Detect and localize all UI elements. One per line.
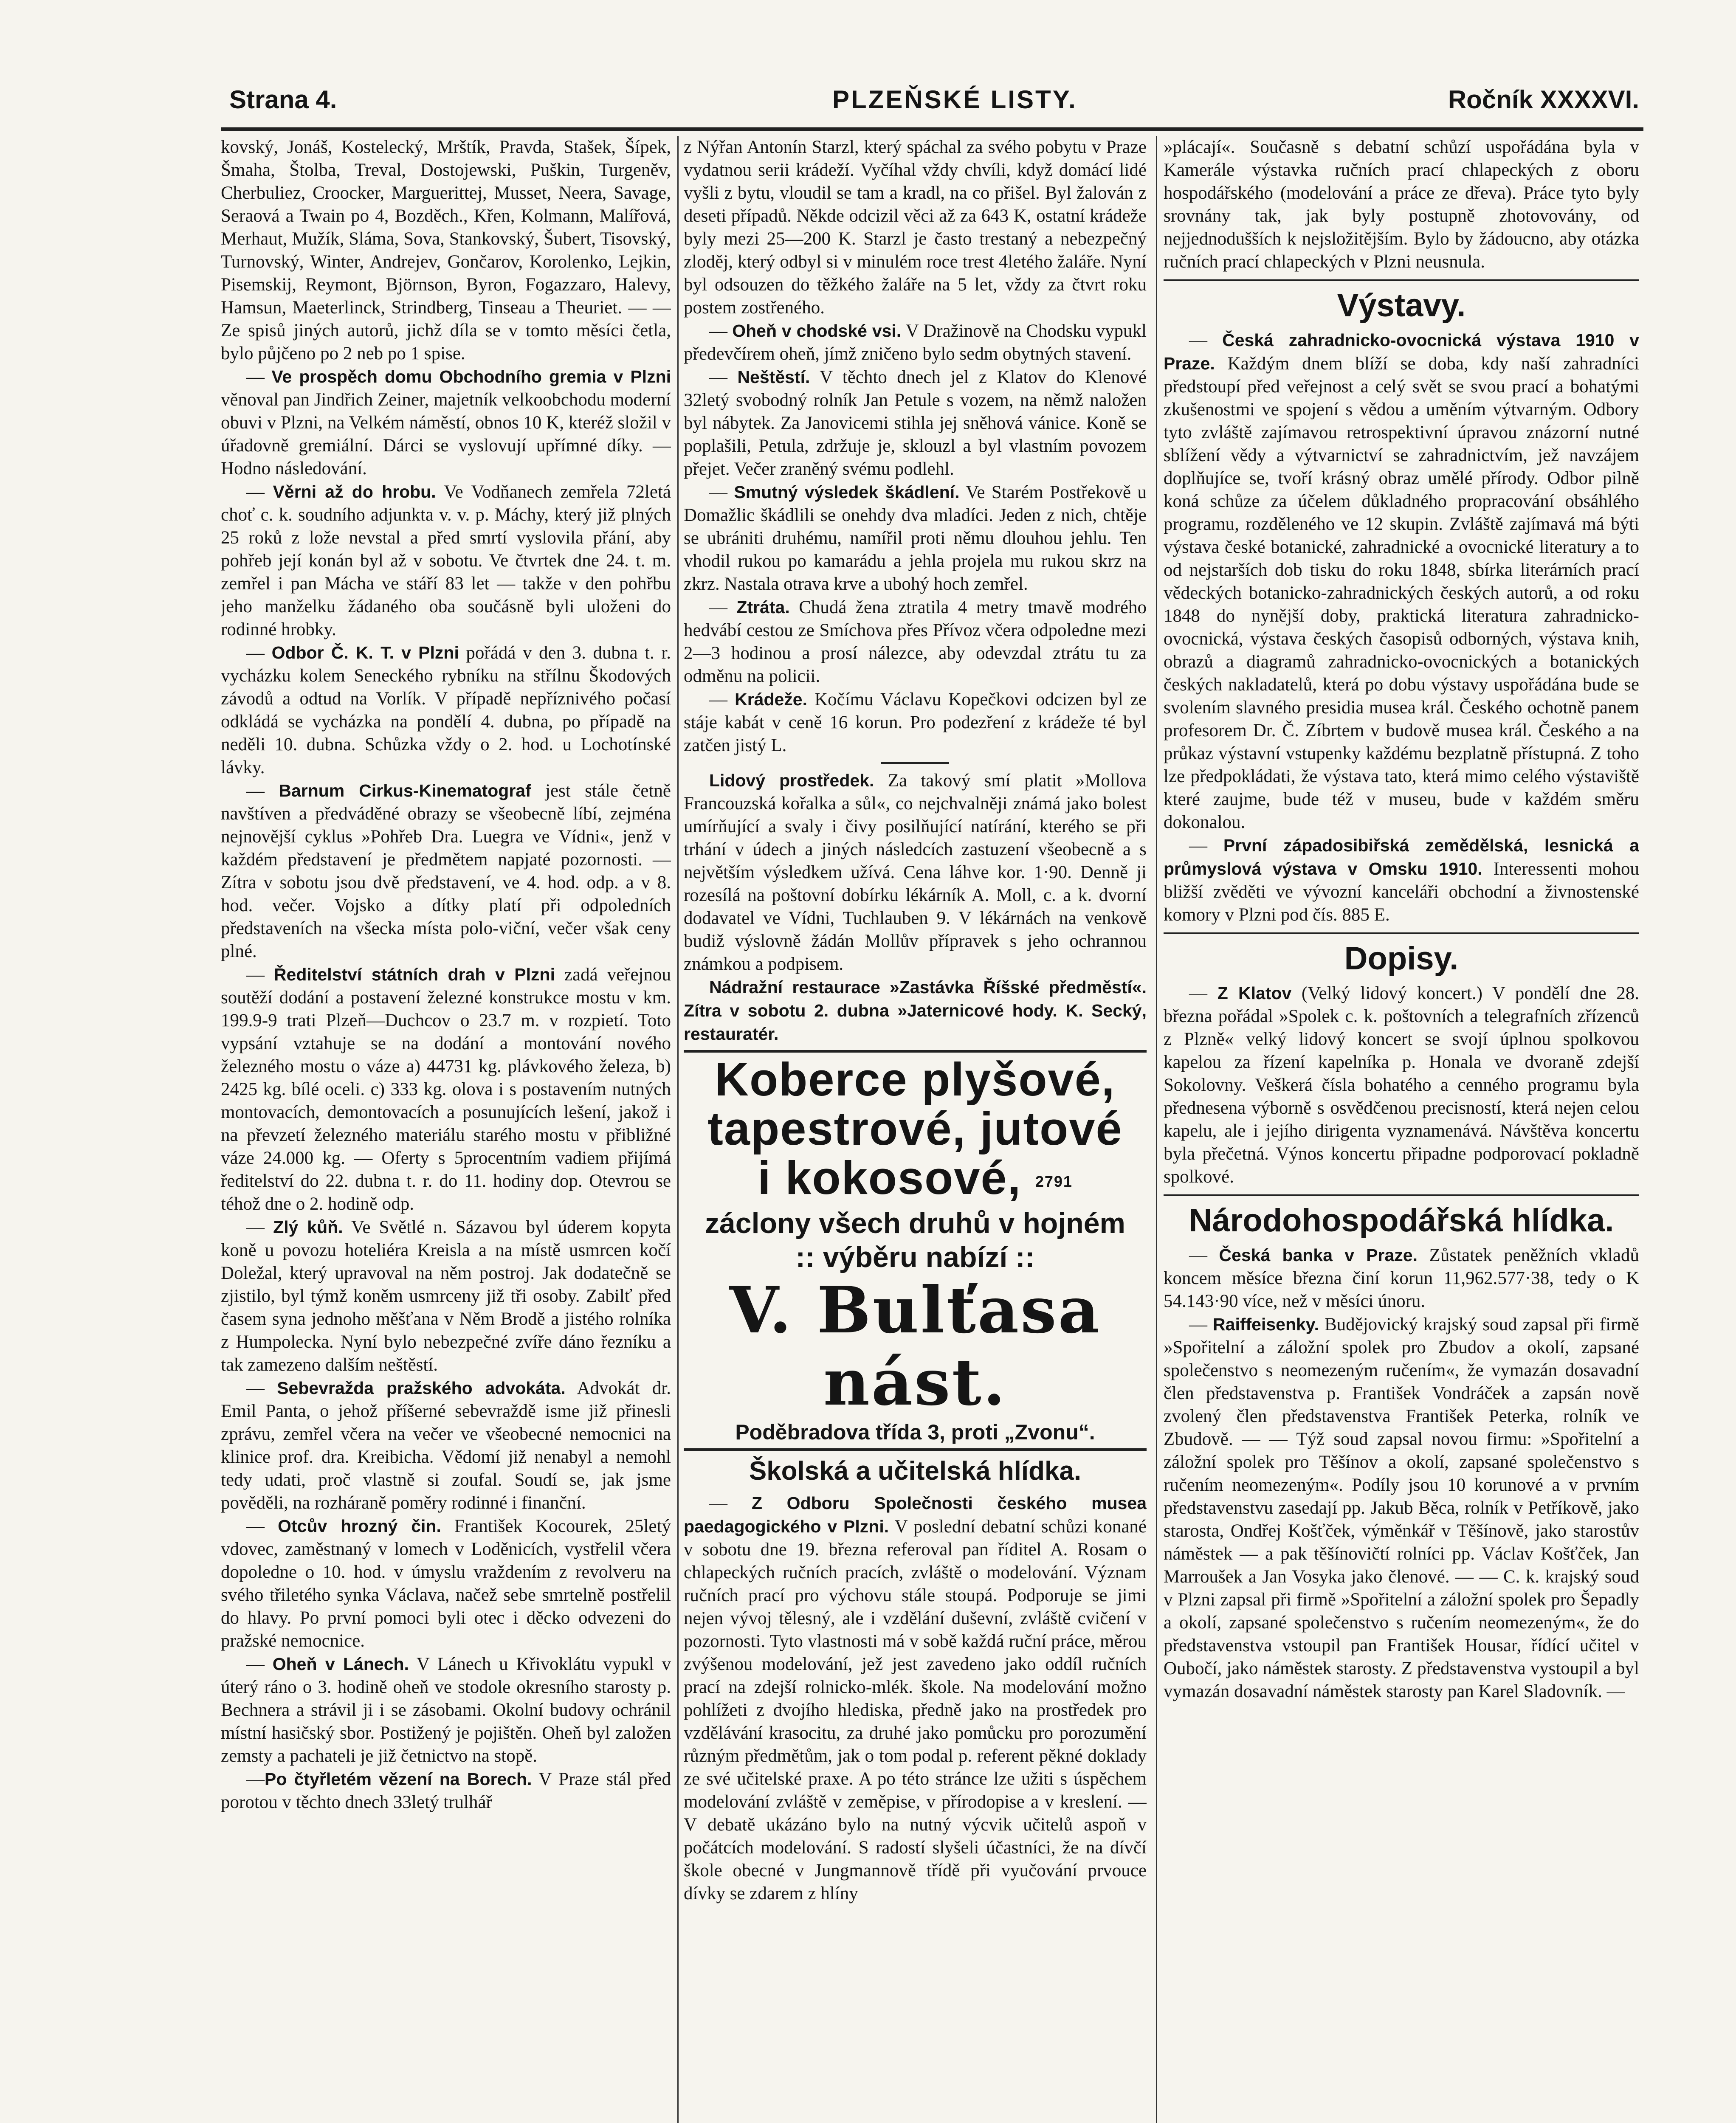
article-title: Raiffeisenky. — [1213, 1315, 1319, 1334]
separator — [881, 762, 949, 764]
column-1 — [221, 136, 671, 2123]
article-title: Česká banka v Praze. — [1219, 1245, 1418, 1265]
ad-line — [684, 1154, 1147, 1206]
article: — Sebevražda pražského advokáta. Advokát dr. Emil Panta, o jehož příšerné sebevraždě isme již přinesli zprávu, zemřel včera na večer ve všeobecné nemocnici na klinice prof. dra. Kreibicha. Vědomí již nenabyl a nemohl tedy udati, proč vlastně si zoufal. Soudí se, jak jsme pověděli, na rozháraně poměry rodinné i finanční. — [221, 1378, 671, 1513]
article: — Ztráta. Chudá žena ztratila 4 metry tmavě modrého hedvábí cestou ze Smíchova přes Přívoz včera odpoledne mezi 2—3 hodinou a prosí nálezce, aby odevzdal ztrátu tu za odměnu na policii. — [684, 597, 1147, 686]
article-title: Smutný výsledek škádlení. — [734, 482, 960, 502]
article-text: Ve Starém Postřekově u Domažlic škádlili se onehdy dva mladíci. Jeden z nich, chtěje se ubrániti druhému, namířil proti němu dlouhou jehlu. Ten vhodil rukou po kamarádu a jehla projela mu rukou skrz na zkrz. Nastala otrava krve a ubohý hoch zemřel. — [684, 482, 1147, 594]
article-title: Oheň v chodské vsi. — [732, 321, 902, 341]
page-header — [229, 81, 1639, 119]
section-title: Školská a učitelská hlídka. — [749, 1456, 1082, 1486]
article-text: Za takový smí platit »Mollova Francouzská kořalka a sůl«, co nejchvalněji známá jako bolest umírňující a svaly i čivy posilňující natírání, kterého se při trhání v údech a jiných následcích zastuzení všeobecně a s největším výsledkem užívá. Cena láhve kor. 1·90. Denně ji rozesílá na poštovní dobírku lékárník A. Moll, c. a k. dvorní dodavatel ve Vídni, Tuchlauben 9. V lékárnách na venkově budiž výslovně žádán Mollův přípravek s jeho ochrannou známkou a podpisem. — [684, 771, 1147, 974]
article: — Odbor Č. K. T. v Plzni pořádá v den 3. dubna t. r. vycházku kolem Seneckého rybníku na střílnu Škodových závodů a odtud na Vorlík. V případě nepříznivého počasí odkládá se vycházka na pondělí 4. dubna, po případě na neděli 10. dubna. Schůzka vždy o 2. hod. u Lochotínské lávky. — [221, 643, 671, 777]
article-text: V Dražinově na Chodsku vypukl předevčírem oheň, jímž zničeno bylo sedm obytných stavení. — [684, 321, 1147, 364]
volume-number: Ročník XXXXVI. — [1448, 85, 1639, 114]
article-text: Kočímu Václavu Kopečkovi odcizen byl ze stáje kabát v ceně 16 korun. Pro podezření z krádeže té byl zatčen jistý L. — [684, 690, 1147, 755]
article-title: Z Klatov — [1217, 983, 1292, 1003]
article-title: Lidový prostředek. — [709, 771, 874, 790]
article-text: V těchto dnech jel z Klatov do Klenové 32letý svobodný rolník Jan Petule s vozem, na němž naložen byl nábytek. Za Janovicemi stihla jej sněhová vánice. Koně se poplašili, Petula, zdržuje je, sklouzl a byl vlastním povozem přejet. Večer zraněný svému podlehl. — [684, 367, 1147, 479]
article-title: První západosibiřská zemědělská, lesnická a průmyslová výstava v Omsku 1910. — [1164, 836, 1639, 878]
section-title: Dopisy. — [1344, 940, 1459, 977]
article: — Raiffeisenky. Budějovický krajský soud zapsal při firmě »Spořitelní a záložní spolek pro Zbudov a okolí, zapsané společenstvo s neomezeným ručením«, že vymazán dosavadní člen představenstva p. František Vondráček a zapsán nově zvolený člen představenstva František Peterka, rolník ve Zbudově. — — Týž soud zapsal novou firmu: »Spořitelní a záložní spolek pro Těšínov a okolí, zapsané společenstvo s ručením neomezeným«. Podíly jsou 10 korunové a v prvním představenstvu zasedají pp. Jakub Běca, rolník v Petříkově, jako starosta, Ondřej Košťček, výměnkář v Těšínově, jako starostův náměstek — a pak těšínovičtí rolníci pp. Václav Košťček, Jan Marroušek a Jan Vosyka jako členové. — — C. k. krajský soud v Plzni zapsal při firmě »Spořitelní a záložní spolek pro Šepadly a okolí, zapsané společenstvo s ručením neomezeným«, že do představenstva vstoupil pan František Housar, řídící učitel v Oubočí, jako náměstek starosty. Z představenstva vystoupil a byl vymazán dosavadní náměstek starosty pan Karel Sladovník. — — [1164, 1315, 1639, 1701]
newspaper-title: PLZEŇSKÉ LISTY. — [832, 85, 1077, 114]
article: — Otcův hrozný čin. František Kocourek, 25letý vdovec, zaměstnaný v lomech v Loděnicích, vystřelil včera dopoledne o 10. hod. v úmyslu vraždením z revolveru na svého třiletého synka Václava, načež sebe smrtelně postřelil do hlavy. Po první pomoci byli otec i děcko odvezeni do pražské nemocnice. — [221, 1516, 671, 1651]
article-title: Otcův hrozný čin. — [278, 1516, 441, 1536]
page-number: Strana 4. — [229, 85, 337, 114]
article-text: jest stále četně navštíven a předváděné obrazy se všeobecně líbí, zejména nejnovější cyklus »Pohřeb Dra. Luegra ve Vídni«, jenž v každém představení je předmětem napjaté pozornosti. — Zítra v sobotu jsou dvě představení, ve 4. hod. odp. a v 8. hod. večer. Vojsko a dítky platí při odpoledních představeních na všecka místa polo-viční, večer však ceny plné. — [221, 781, 671, 961]
advert-article — [684, 769, 1147, 976]
article: —Po čtyřletém vězení na Borech. V Praze stál před porotou v těchto dnech 33letý trulhář — [221, 1769, 671, 1812]
ad-line: Koberce plyšové, — [715, 1053, 1116, 1106]
article: — Ředitelství státních drah v Plzni zadá veřejnou soutěží dodání a postavení železné konstrukce mostu v km. 199.9-9 trati Plzeň—Duchcov o 23.7 m. v rozpietí. Toto vypsání vztahuje se na dodání a montování nového železného mostu o váze a) 44731 kg. plávkového železa, b) 2425 kg. bílé oceli. c) 333 kg. olova i s postavením nutných montovacích, demontovacích a posunujících lešení, jakož i na převzetí železného materiálu starého mostu v přibližné váze 24.000 kg. — Oferty s 5procentním vadiem přijímá ředitelství do 22. dubna t. r. do 11. hodiny dop. Otevrou se téhož dne o 2. hodině odp. — [221, 965, 671, 1214]
article-text: V Lánech u Křivoklátu vypukl v úterý ráno o 3. hodině oheň ve stodole okresního starosty p. Bechnera a strávil ji i se zásobami. Okolní budovy ochránil místní hasičský sbor. Postižený je pojištěn. Oheň byl založen zemsty a pachateli je již četnictvo na stopě. — [221, 1654, 671, 1766]
header-rule — [221, 127, 1643, 131]
article-text: věnoval pan Jindřich Zeiner, majetník velkoobchodu moderní obuvi v Plzni, na Velkém náměstí, obnos 10 K, kteréž složil v úřadovně gremiální. Dárci se vyslovují upřímné díky. — Hodno následování. — [221, 390, 671, 479]
restaurant-notice — [684, 976, 1147, 1046]
article-title: Barnum Cirkus-Kinematograf — [279, 781, 531, 800]
article: — Česká zahradnicko-ovocnická výstava 1910 v Praze. Každým dnem blíží se doba, kdy naší zahradníci předstoupí před veřejnost a celý svět se svou prací a bohatými zkušenostmi ve spojení s vědou a uměním výtvarným. Odbory tyto zvláště zajímavou retrospektivní úpravou znázorní nutné sblížení vědy a výtvarnictví se zahradnictvím, jež navzájem doplňujíce se, tvoří krásný obraz umělé přírody. Odbor pilně koná schůze za účelem důkladného propracování obsáhlého programu, rozděleného ve 12 skupin. Zvláště zajímavá má býti výstava české botanické, zahradnické a ovocnické literatury a to od nejstarších dob tisku do roku 1848, sbírka literárních prací vědeckých botanicko-zahradnických českých autorů, a od roku 1848 do nynější doby, praktická literatura zahradnicko-ovocnická, výstava českých časopisů odborných, výstava knih, obrazů a diagramů zahradnicko-ovocnických a botanických českých nakladatelů, která po dobu výstavy uspořádána bude se svolením slavného presidia musea král. Českého ochotně panem profesorem Dr. Č. Zíbrtem v budově musea král. Českého a na průkaz výstavní vstupenky každému bezplatně přístupná. Z toho lze předpokládati, že výstava tato, která mimo celého výstaviště které zaujme, bude též v museu, bude v každém směru dokonalou. — [1164, 330, 1639, 832]
article-title: Odbor Č. K. T. v Plzni — [271, 643, 459, 662]
carpet-advertisement — [684, 1050, 1147, 1451]
article-text: Budějovický krajský soud zapsal při firmě »Spořitelní a záložní spolek pro Zbudov a okolí, zapsané společenstvo s neomezeným ručením«, že vymazán dosavadní člen představenstva p. František Vondráček a zapsán nově zvolený člen představenstva František Peterka, rolník ve Zbudově. — — Týž soud zapsal novou firmu: »Spořitelní a záložní spolek pro Těšínov a okolí, zapsané společenstvo s ručením neomezeným«. Podíly jsou 10 korunové a v prvním představenstvu zasedají pp. Jakub Běca, rolník v Petříkově, jako starosta, Ondřej Košťček, výměnkář v Těšínově, jako starostův náměstek — a pak těšínovičtí rolníci pp. Václav Košťček, Jan Marroušek a Jan Vosyka jako členové. — — C. k. krajský soud v Plzni zapsal při firmě »Spořitelní a záložní spolek pro Šepadly a okolí, zapsané společenstvo s ručením neomezeným«, že do představenstva vstoupil pan František Housar, řídící učitel v Oubočí, jako náměstek starosty. Z představenstva vystoupil a byl vymazán dosavadní náměstek starosty pan Karel Sladovník. — — [1164, 1315, 1639, 1701]
article-text: (Velký lidový koncert.) V pondělí dne 28. března pořádal »Spolek c. k. poštovních a telegrafních zřízenců z Plzně« velký lidový koncert se svojí úplnou spolkovou kapelou za řízení kapelníka p. Honala ve dvoraně zdejší Sokolovny. Veškerá čísla bohatého a cenného programu byla přednesena výborně s osvědčenou precisností, která nejen celou kapelu, ale i jejího dirigenta vyznamenává. Návštěva koncertu byla přečetná. Výnos koncertu připadne podporovací pokladně spolkové. — [1164, 983, 1639, 1187]
article: — Krádeže. Kočímu Václavu Kopečkovi odcizen byl ze stáje kabát v ceně 16 korun. Pro podezření z krádeže té byl zatčen jistý L. — [684, 690, 1147, 755]
article: — Oheň v Lánech. V Lánech u Křivoklátu vypukl v úterý ráno o 3. hodině oheň ve stodole okresního starosty p. Bechnera a strávil ji i se zásobami. Okolní budovy ochránil místní hasičský sbor. Postižený je pojištěn. Oheň byl založen zemsty a pachateli je již četnictvo na stopě. — [221, 1654, 671, 1766]
section-rule — [1164, 1194, 1639, 1196]
section-rule — [1164, 279, 1639, 281]
article-text: František Kocourek, 25letý vdovec, zaměstnaný v lomech v Loděnicích, vystřelil včera dopoledne o 10. hod. v úmyslu vraždením z revolveru na svého třiletého synka Václava, načež sebe smrtelně postřelil do hlavy. Po první pomoci byli otec i děcko odvezeni do pražské nemocnice. — [221, 1516, 671, 1651]
article: — Smutný výsledek škádlení. Ve Starém Postřekově u Domažlic škádlili se onehdy dva mladíci. Jeden z nich, chtěje se ubrániti druhému, namířil proti němu dlouhou jehlu. Ten vhodil rukou po kamarádu a jehla projela mu rukou skrz na zkrz. Nastala otrava krve a ubohý hoch zemřel. — [684, 482, 1147, 594]
ad-line: záclony všech druhů v hojném — [705, 1207, 1126, 1239]
ad-firm-name: V. Bulťasa nást. — [729, 1273, 1101, 1420]
article-title: Z Odboru Společnosti českého musea paedagogického v Plzni. — [684, 1493, 1147, 1536]
article-text: Ve Vodňanech zemřela 72letá choť c. k. soudního adjunkta v. v. p. Máchy, který již plných 25 roků z lože nevstal a před smrtí vyslovila přání, aby pohřeb její konán byl až v sobotu. Ve čtvrtek dne 24. t. m. zemřel i pan Mácha ve stáří 83 let — takže v den pohřbu jeho manželku žádaného oba součásně byli uloženi do rodinné hrobky. — [221, 482, 671, 639]
article-title: Ztráta. — [736, 597, 790, 617]
article-title: Ve prospěch domu Obchodního gremia v Plzni — [271, 367, 671, 386]
ad-number: 2791 — [1035, 1172, 1073, 1190]
article: — Z Odboru Společnosti českého musea paedagogického v Plzni. V poslední debatní schůzi konané v sobotu dne 19. března referoval pan říditel A. Rosam o chlapeckých ručních pracích, zvláště o modelování. Význam ručních prací pro výchovu stále stoupá. Podporuje se jimi nejen vývoj tělesný, ale i vzdělání duševní, zvláště cvičení v pozornosti. Tyto vlastnosti má v sobě každá ruční práce, měrou zvýšenou modelování, jež jest zavedeno jako oddíl ručních prací na zdejší rolnicko-mlék. škole. Na modelování možno pohlížeti z dvojího hlediska, předně jako na prostředek pro vzdělávání krasocitu, za druhé jako pomůcku pro porozumění různým předmětům, jak o tom podal p. referent pěkné doklady ze své učitelské praxe. A po této stránce lze užiti s úspěchem modelování zvláště v zeměpise, v přírodopise a v kreslení. — V debatě ukázáno bylo na nutný výcvik učitelů aspoň v počátcích modelování. S radostí slyšeli účastníci, že na dívčí škole obecné v Jungmannově třídě při vyučování prvouce dívky se zdarem z hlíny — [684, 1493, 1147, 1903]
section-title: Výstavy. — [1337, 287, 1466, 324]
ad-line: tapestrové, jutové — [707, 1103, 1123, 1155]
article-text: Ve Světlé n. Sázavou byl úderem kopyta koně u povozu hoteliéra Kreisla a na místě usmrcen kočí Doležal, který upravoval na něm postroj. Jak dodatečně se zjistilo, byl týmž koněm usmrceny již tři osoby. Zabilť před časem syna jednoho měšťana v Něm Brodě a jistého rolníka z Humpolecka. Nyní bylo nebezpečné zvíře dáno řezníku a tak zamezeno dalším neštěstí. — [221, 1217, 671, 1375]
article-text: V poslední debatní schůzi konané v sobotu dne 19. března referoval pan říditel A. Rosam o chlapeckých ručních pracích, zvláště o modelování. Význam ručních prací pro výchovu stále stoupá. Podporuje se jimi nejen vývoj tělesný, ale i vzdělání duševní, zvláště cvičení v pozornosti. Tyto vlastnosti má v sobě každá ruční práce, měrou zvýšenou modelování, jež jest zavedeno jako oddíl ručních prací na zdejší rolnicko-mlék. škole. Na modelování možno pohlížeti z dvojího hlediska, předně jako na prostředek pro vzdělávání krasocitu, za druhé jako pomůcku pro porozumění různým předmětům, jak o tom podal p. referent pěkné doklady ze své učitelské praxe. A po této stránce lze užiti s úspěchem modelování zvláště v zeměpise, v přírodopise a v kreslení. — V debatě ukázáno bylo na nutný výcvik učitelů aspoň v počátcích modelování. S radostí slyšeli účastníci, že na dívčí škole obecné v Jungmannově třídě při vyučování prvouce dívky se zdarem z hlíny — [684, 1516, 1147, 1903]
column-divider-1 — [677, 136, 679, 2123]
article: — Oheň v chodské vsi. V Dražinově na Chodsku vypukl předevčírem oheň, jímž zničeno bylo sedm obytných stavení. — [684, 321, 1147, 364]
article: — První západosibiřská zemědělská, lesnická a průmyslová výstava v Omsku 1910. Interessenti mohou bližší zvěděti ve vývozní kanceláři obchodní a živnostenské komory v Plzni pod čís. 885 E. — [1164, 836, 1639, 925]
ad-line-text: i kokosové, — [758, 1152, 1022, 1204]
section-title: Národohospodářská hlídka. — [1189, 1202, 1614, 1239]
article-text: Interessenti mohou bližší zvěděti ve vývozní kanceláři obchodní a živnostenské komory v Plzni pod čís. 885 E. — [1164, 859, 1639, 925]
article-text: Advokát dr. Emil Panta, o jehož příšerné sebevraždě isme již přinesli zprávu, zemřel včera na večer ve všeobecné nemocnici na klinice prof. dra. Kreibicha. Vědomí již nenabyl a nemohl tedy udati, proč vlastně si zoufal. Soudí se, jak jsme pověděli, na rozháraně poměry rodinné i finanční. — [221, 1378, 671, 1513]
article-text: zadá veřejnou soutěží dodání a postavení železné konstrukce mostu v km. 199.9-9 trati Plzeň—Duchcov o 23.7 m. v rozpietí. Toto vypsání vztahuje se na dodání a montování nového železného mostu o váze a) 44731 kg. plávkového železa, b) 2425 kg. bílé oceli. c) 333 kg. olova i s postavením nutných montovacích, demontovacích a posunujících lešení, jakož i na převzetí železného materiálu starého mostu v přibližné váze 24.000 kg. — Oferty s 5procentním vadiem přijímá ředitelství do 22. dubna t. r. do 11. hodiny dop. Otevrou se téhož dne o 2. hodině odp. — [221, 965, 671, 1214]
article: — Barnum Cirkus-Kinematograf jest stále četně navštíven a předváděné obrazy se všeobecně líbí, zejména nejnovější cyklus »Pohřeb Dra. Luegra ve Vídni«, jenž v každém představení je předmětem napjaté pozornosti. — Zítra v sobotu jsou dvě představení, ve 4. hod. odp. a v 8. hod. večer. Vojsko a dítky platí při odpoledních představeních na všecka místa polo-viční, večer však ceny plné. — [221, 781, 671, 961]
article-title: Ředitelství státních drah v Plzni — [273, 965, 555, 984]
article: — Česká banka v Praze. Zůstatek peněžních vkladů koncem měsíce března činí korun 11,962.577·38, tedy o K 54.143·90 více, než v měsíci únoru. — [1164, 1245, 1639, 1311]
article: — Neštěstí. V těchto dnech jel z Klatov do Klenové 32letý svobodný rolník Jan Petule s vozem, na němž naložen byl nábytek. Za Janovicemi stihla jej sněhová vánice. Koně se poplašili, Petula, zdržuje je, sklouzl a byl vlastním povozem přejet. Večer zraněný svému podlehl. — [684, 367, 1147, 479]
article-text: V Praze stál před porotou v těchto dnech 33letý trulhář — [221, 1769, 671, 1812]
column-3 — [1164, 136, 1639, 2123]
article: — Zlý kůň. Ve Světlé n. Sázavou byl úderem kopyta koně u povozu hoteliéra Kreisla a na místě usmrcen kočí Doležal, který upravoval na něm postroj. Jak dodatečně se zjistilo, byl týmž koněm usmrceny již tři osoby. Zabilť před časem syna jednoho měšťana v Něm Brodě a jistého rolníka z Humpolecka. Nyní bylo nebezpečné zvíře dáno řezníku a tak zamezeno dalším neštěstí. — [221, 1217, 671, 1375]
article-title: Sebevražda pražského advokáta. — [277, 1378, 566, 1398]
article-title: Krádeže. — [735, 690, 808, 709]
article-title: Česká zahradnicko-ovocnická výstava 1910 v Praze. — [1164, 330, 1639, 373]
article-title: Po čtyřletém vězení na Borech. — [265, 1769, 532, 1789]
article: — Z Klatov (Velký lidový koncert.) V pondělí dne 28. března pořádal »Spolek c. k. poštovních a telegrafních zřízenců z Plzně« velký lidový koncert se svojí úplnou spolkovou kapelou za řízení kapelníka p. Honala ve dvoraně zdejší Sokolovny. Veškerá čísla bohatého a cenného programu byla přednesena výborně s osvědčenou precisností, která nejen celou kapelu, ale i jejího dirigenta vyznamenává. Návštěva koncertu byla přečetná. Výnos koncertu připadne podporovací pokladně spolkové. — [1164, 983, 1639, 1187]
article-text: Zůstatek peněžních vkladů koncem měsíce března činí korun 11,962.577·38, tedy o K 54.143·90 více, než v měsíci únoru. — [1164, 1245, 1639, 1311]
section-rule — [1164, 932, 1639, 934]
column-divider-2 — [1156, 136, 1157, 2123]
article-title: Zlý kůň. — [273, 1217, 343, 1237]
column-2 — [684, 136, 1147, 2123]
article-title: Věrni až do hrobu. — [273, 482, 436, 501]
article-text: Každým dnem blíží se doba, kdy naší zahradníci předstoupí před veřejnost a celý svět se svou prací a bohatými zkušenostmi ve spojení s vědou a uměním výtvarným. Odbory tyto zvláště zajímavou retrospektivní úpravou znázorní nutné sblížení vědy a výtvarnictví se zahradnictvím, jež navzájem doplňujíce se, tvoří krásný obraz umělé přírody. Odbor pilně koná schůze za účelem důkladného propracování obsáhlého programu, rozděleného ve 12 skupin. Zvláště zajímavá má býti výstava české botanické, zahradnické a ovocnické literatury a to od nejstarších dob tisku do roku 1848, sbírka literárních prací vědeckých botanicko-zahradnických českých autorů, a od roku 1848 do nynější doby, praktická literatura zahradnicko-ovocnická, výstava českých časopisů odborných, výstava knih, obrazů a diagramů zahradnicko-ovocnických a botanických českých nakladatelů, která po dobu výstavy uspořádána bude se svolením slavného presidia musea král. Českého ochotně panem profesorem Dr. Č. Zíbrtem v budově musea král. Českého a na průkaz výstavní vstupenky každému bezplatně přístupná. Z toho lze předpokládati, že výstava tato, která mimo celého výstaviště které zaujme, bude též v museu, bude v každém směru dokonalou. — [1164, 354, 1639, 832]
article-text: kovský, Jonáš, Kostelecký, Mrštík, Pravda, Stašek, Šípek, Šmaha, Štolba, Treval, Dostojewski, Puškin, Turgeněv, Cherbuliez, Croocker, Marguerittej, Musset, Neera, Savage, Seraová a Twain po 4, Bozděch., Křen, Kolmann, Malířová, Merhaut, Mužík, Sláma, Sova, Stankovský, Šubert, Tisovský, Turnovský, Winter, Andrejev, Gončarov, Korolenko, Lejkin, Pisemskij, Reymont, Björnson, Byron, Fogazzaro, Halevy, Hamsun, Maeterlinck, Strindberg, Tinseau a Theuriet. — — Ze spisů jiných autorů, jichž díla se v tomto měsíci četla, bylo půjčeno po 2 neb po 1 spise. — [221, 137, 671, 363]
article-text: »plácají«. Současně s debatní schůzí uspořádána byla v Kamerále výstavka ručních prací chlapeckých z oboru hospodářského (modelování a práce ze dřeva). Práce tyto byly srovnány tak, jak byly postupně zhotovovány, od nejjednodušších k nejsložitějším. Bylo by žádoucno, aby otázka ručních prací chlapeckých v Plzni neusnula. — [1164, 137, 1639, 272]
ad-line: :: výběru nabízí :: — [795, 1241, 1035, 1273]
article-text: pořádá v den 3. dubna t. r. vycházku kolem Seneckého rybníku na střílnu Škodových závodů a odtud na Vorlík. V případě nepříznivého počasí odkládá se vycházka na pondělí 4. dubna, po případě na neděli 10. dubna. Schůzka vždy o 2. hod. u Lochotínské lávky. — [221, 643, 671, 777]
article-text: Chudá žena ztratila 4 metry tmavě modrého hedvábí cestou ze Smíchova přes Přívoz včera odpoledne mezi 2—3 hodinou a prosí nálezce, aby odevzdal ztrátu tu za odměnu na policii. — [684, 597, 1147, 686]
article: — Věrni až do hrobu. Ve Vodňanech zemřela 72letá choť c. k. soudního adjunkta v. v. p. Máchy, který již plných 25 roků z lože nevstal a před smrtí vyslovila přání, aby pohřeb její konán byl až v sobotu. Ve čtvrtek dne 24. t. m. zemřel i pan Mácha ve stáří 83 let — takže v den pohřbu jeho manželku žádaného oba součásně byli uloženi do rodinné hrobky. — [221, 482, 671, 639]
notice-text: Nádražní restaurace »Zastávka Říšské předměstí«. Zítra v sobotu 2. dubna »Jaternicové hody. K. Secký, restauratér. — [684, 977, 1147, 1044]
article-text: z Nýřan Antonín Starzl, který spáchal za svého pobytu v Praze vydatnou serii krádeží. Vyčíhal vždy chvíli, když domácí lidé vyšli z bytu, vloudil se tam a kradl, na co přišel. Byl žalován z deseti případů. Někde odcizil věci až za 643 K, ostatní krádeže byly mezi 25—200 K. Starzl je často trestaný a nebezpečný zloděj, který odbyl si v minulém roce trest 4letého žaláře. Nyní byl odsouzen do těžkého žaláře na 5 let, vždy za čtvrt roku postem zostřeného. — [684, 137, 1147, 318]
ad-address: Poděbradova třída 3, proti „Zvonu“. — [735, 1420, 1095, 1444]
article-title: Neštěstí. — [737, 367, 810, 387]
article: — Ve prospěch domu Obchodního gremia v Plzni věnoval pan Jindřich Zeiner, majetník velkoobchodu moderní obuvi v Plzni, na Velkém náměstí, obnos 10 K, kteréž složil v úřadovně gremiální. Dárci se vyslovují upřímné díky. — Hodno následování. — [221, 367, 671, 479]
article-title: Oheň v Lánech. — [272, 1654, 409, 1674]
